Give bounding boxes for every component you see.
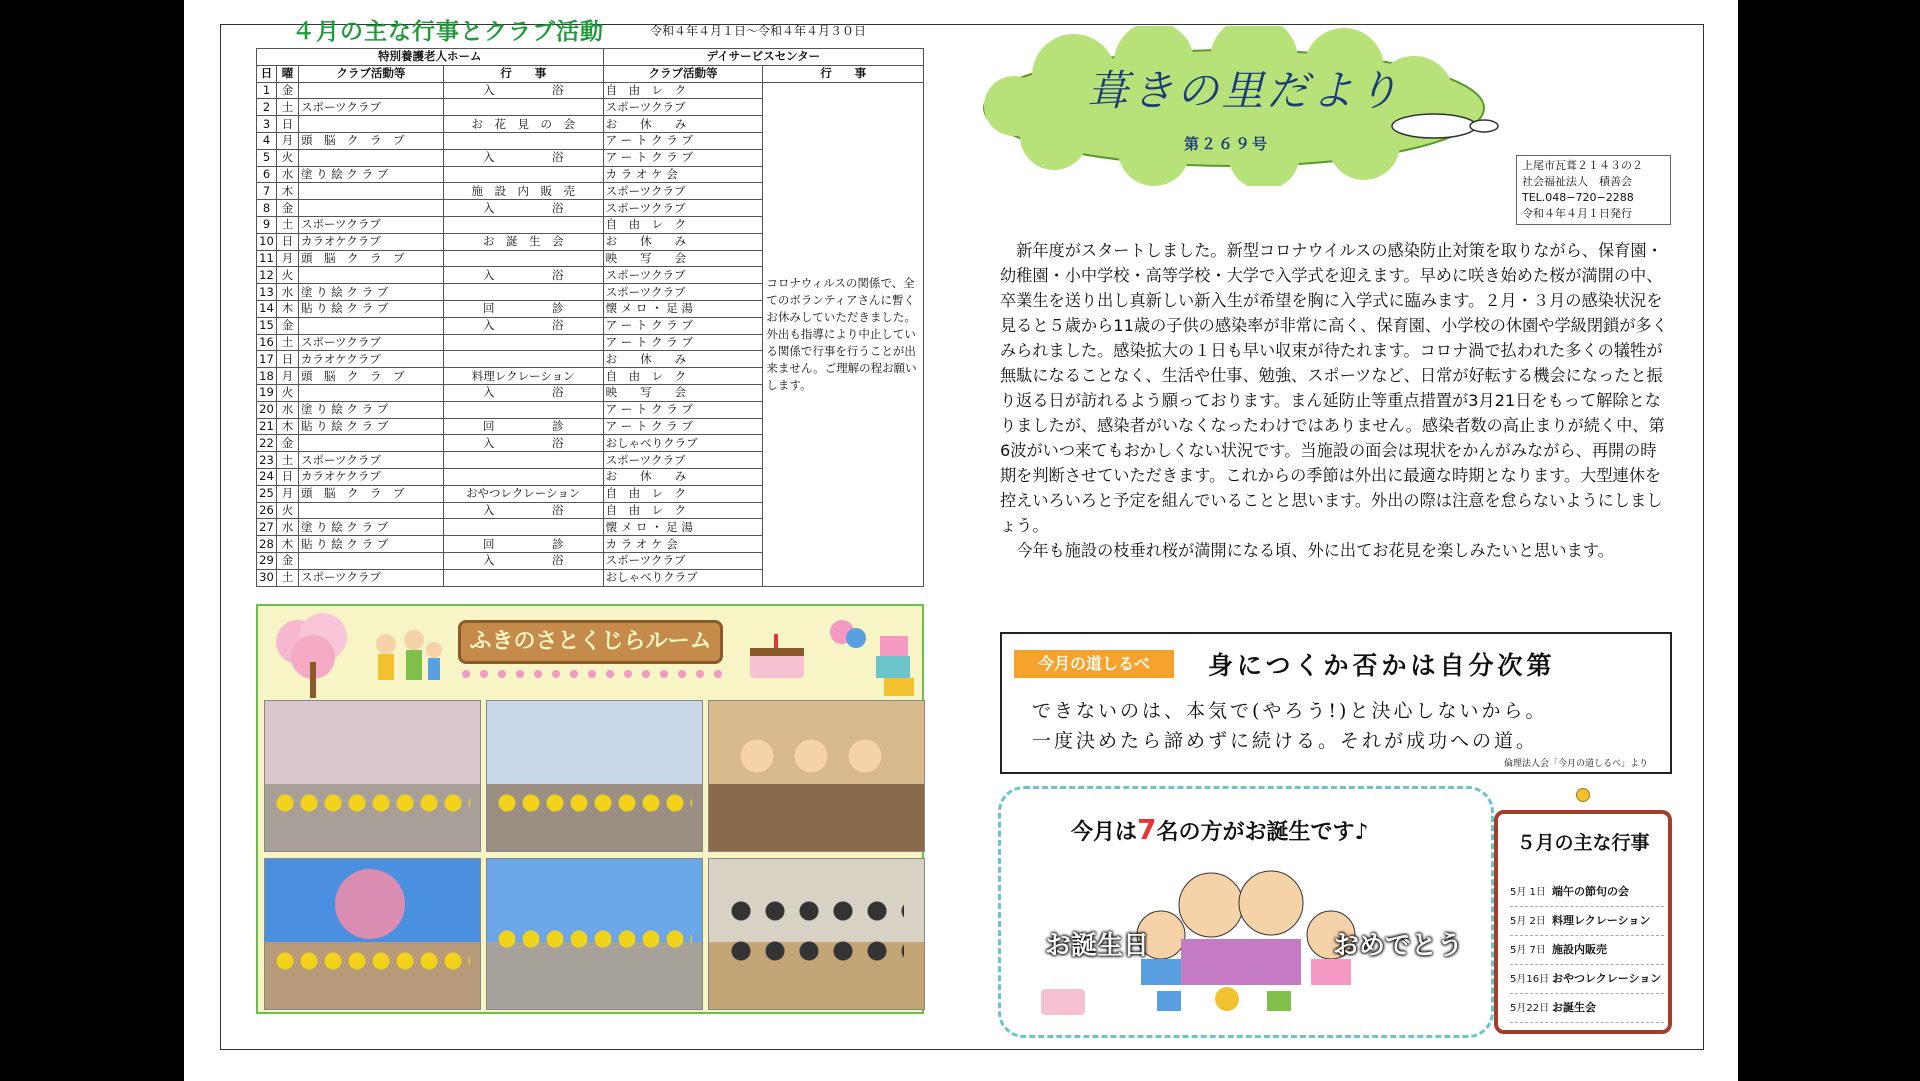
- weekday-cell: 水: [276, 284, 298, 301]
- weekday-cell: 月: [276, 250, 298, 267]
- day-cell: 29: [257, 552, 277, 569]
- weekday-cell: 水: [276, 401, 298, 418]
- day-club-cell: お 休 み: [603, 116, 763, 133]
- may-event-name: お誕生会: [1552, 1001, 1596, 1014]
- balloons-gifts-illustration: [824, 612, 916, 698]
- event-cell: 料理レクレーション: [443, 368, 603, 385]
- birthday-right-text: おめでとう: [1333, 931, 1464, 961]
- day-cell: 20: [257, 401, 277, 418]
- weekday-cell: 月: [276, 132, 298, 149]
- day-club-cell: 映 写 会: [603, 384, 763, 401]
- weekday-cell: 金: [276, 435, 298, 452]
- proverb-main: 身につくか否かは自分次第: [1208, 651, 1556, 680]
- day-cell: 1: [257, 82, 277, 99]
- weekday-cell: 日: [276, 233, 298, 250]
- birthday-left-text: お誕生日: [1045, 931, 1150, 961]
- proverb-line-1: できないのは、本気で(やろう!)と決心しないから。: [1032, 700, 1548, 722]
- day-club-cell: スポーツクラブ: [603, 552, 763, 569]
- cake-gifts-illustration: [1037, 979, 1337, 1019]
- issue-number: 第２６９号: [1184, 135, 1270, 153]
- day-cell: 18: [257, 368, 277, 385]
- weekday-cell: 金: [276, 317, 298, 334]
- day-club-cell: ア ー ト ク ラ ブ: [603, 317, 763, 334]
- club-cell: 貼 り 絵 ク ラ ブ: [298, 418, 443, 435]
- may-event-item: [1510, 994, 1664, 1023]
- event-cell: 入 浴: [443, 502, 603, 519]
- day-club-cell: お 休 み: [603, 351, 763, 368]
- birthday-suffix: 名の方がお誕生です♪: [1156, 820, 1369, 845]
- day-cell: 28: [257, 536, 277, 553]
- day-club-cell: 自 由 レ ク: [603, 485, 763, 502]
- weekday-cell: 日: [276, 468, 298, 485]
- club-cell: [298, 317, 443, 334]
- day-cell: 17: [257, 351, 277, 368]
- photo-yellow-hats: [486, 858, 703, 1010]
- club-cell: カラオケクラブ: [298, 468, 443, 485]
- weekday-cell: 金: [276, 82, 298, 99]
- club-cell: 貼 り 絵 ク ラ ブ: [298, 536, 443, 553]
- event-cell: [443, 569, 603, 586]
- may-event-item: [1510, 965, 1664, 994]
- day-club-cell: 自 由 レ ク: [603, 502, 763, 519]
- weekday-cell: 木: [276, 300, 298, 317]
- club-cell: 塗 り 絵 ク ラ ブ: [298, 401, 443, 418]
- event-cell: [443, 132, 603, 149]
- weekday-cell: 木: [276, 418, 298, 435]
- weekday-cell: 月: [276, 368, 298, 385]
- club-cell: 頭 脳 ク ラ ブ: [298, 485, 443, 502]
- day-club-cell: スポーツクラブ: [603, 99, 763, 116]
- day-club-cell: カ ラ オ ケ 会: [603, 166, 763, 183]
- day-club-cell: ア ー ト ク ラ ブ: [603, 149, 763, 166]
- club-cell: [298, 267, 443, 284]
- event-cell: 入 浴: [443, 82, 603, 99]
- kujira-room-title: ふきのさとくじらルーム: [458, 620, 723, 664]
- may-event-date: 5月 1日: [1510, 887, 1546, 898]
- greeting-paragraph-1: 新年度がスタートしました。新型コロナウイルスの感染防止対策を取りながら、保育園・幼稚園・小中学校・高等学校・大学で入学式を迎えます。早めに咲き始めた桜が満開の中、卒業生を送り出し真新しい新入生が希望を胸に入学式に臨みます。２月・３月の感染状況を見ると５歳から11歳の子供の感染率が非常に高く、保育園、小学校の休園や学級閉鎖が多くみられました。感染拡大の１日も早い収束が待たれます。コロナ渦で払われた多くの犠牲が無駄になることなく、生活や仕事、勉強、スポーツなど、日常が好転する機会になったと振り返る日が訪れるよう願っております。まん延防止等重点措置が3月21日をもって解除となりましたが、感染者がいなくなったわけではありません。感染者数の高止まりが続く中、第6波がいつ来てもおかしくない状況です。当施設の面会は現状をかんがみながら、再開の時期を判断させていただきます。これからの季節は外出に最適な時期となります。大型連休を控えいろいろと予定を組んでいることと思います。外出の際は注意を怠らないようにしましょう。: [1000, 241, 1668, 535]
- club-cell: 塗 り 絵 ク ラ ブ: [298, 284, 443, 301]
- event-cell: おやつレクレーション: [443, 485, 603, 502]
- may-events-panel: [1494, 810, 1672, 1034]
- day-club-cell: お 休 み: [603, 233, 763, 250]
- day-cell: 7: [257, 183, 277, 200]
- cherry-tree-illustration: [268, 612, 358, 700]
- day-group-header: デイサービスセンター: [603, 49, 923, 66]
- day-cell: 22: [257, 435, 277, 452]
- flower-garland: [458, 668, 728, 680]
- col-day-club: クラブ活動等: [603, 65, 763, 82]
- club-cell: [298, 82, 443, 99]
- day-club-cell: 懐 メ ロ ・ 足 湯: [603, 519, 763, 536]
- monthly-proverb: [1000, 632, 1672, 774]
- event-cell: 入 浴: [443, 149, 603, 166]
- club-cell: スポーツクラブ: [298, 452, 443, 469]
- photo-sakura-group: [264, 700, 481, 852]
- day-cell: 3: [257, 116, 277, 133]
- may-event-name: 料理レクレーション: [1552, 914, 1651, 927]
- club-cell: [298, 116, 443, 133]
- day-cell: 30: [257, 569, 277, 586]
- may-event-date: 5月 7日: [1510, 945, 1546, 956]
- day-cell: 24: [257, 468, 277, 485]
- event-cell: [443, 351, 603, 368]
- event-cell: [443, 216, 603, 233]
- may-event-item: [1510, 878, 1664, 907]
- weekday-cell: 日: [276, 116, 298, 133]
- event-cell: [443, 166, 603, 183]
- weekday-cell: 火: [276, 267, 298, 284]
- schedule-period: 令和４年４月１日〜令和４年４月３０日: [650, 24, 867, 38]
- club-cell: 頭 脳 ク ラ ブ: [298, 132, 443, 149]
- day-cell: 14: [257, 300, 277, 317]
- schedule-body: [257, 82, 924, 586]
- event-cell: お 誕 生 会: [443, 233, 603, 250]
- day-club-cell: スポーツクラブ: [603, 267, 763, 284]
- event-cell: 入 浴: [443, 267, 603, 284]
- day-club-cell: 自 由 レ ク: [603, 216, 763, 233]
- day-cell: 23: [257, 452, 277, 469]
- event-cell: お 花 見 の 会: [443, 116, 603, 133]
- day-cell: 25: [257, 485, 277, 502]
- club-cell: 塗 り 絵 ク ラ ブ: [298, 519, 443, 536]
- pin-icon: [1576, 788, 1590, 802]
- publisher-address: [1516, 155, 1671, 225]
- day-cell: 16: [257, 334, 277, 351]
- may-event-date: 5月22日: [1510, 1003, 1550, 1014]
- col-weekday: 曜: [276, 65, 298, 82]
- club-cell: カラオケクラブ: [298, 233, 443, 250]
- club-cell: 頭 脳 ク ラ ブ: [298, 250, 443, 267]
- day-cell: 2: [257, 99, 277, 116]
- event-cell: [443, 99, 603, 116]
- event-cell: 回 診: [443, 300, 603, 317]
- club-cell: カラオケクラブ: [298, 351, 443, 368]
- weekday-cell: 土: [276, 569, 298, 586]
- day-cell: 4: [257, 132, 277, 149]
- may-events-title: ５月の主な行事: [1516, 832, 1650, 854]
- photo-plum-blossom: [264, 858, 481, 1010]
- day-club-cell: 懐 メ ロ ・ 足 湯: [603, 300, 763, 317]
- weekday-cell: 金: [276, 200, 298, 217]
- event-cell: 入 浴: [443, 552, 603, 569]
- may-event-name: 端午の節句の会: [1552, 885, 1629, 898]
- photo-birthday-crowns: [708, 700, 925, 852]
- schedule-title: ４月の主な行事とクラブ活動: [292, 19, 604, 45]
- newsletter-sheet: [184, 0, 1738, 1081]
- birthday-count: 7: [1137, 813, 1157, 846]
- col-event: 行 事: [443, 65, 603, 82]
- birthday-title: [1071, 813, 1369, 846]
- publisher-line: 社会福祉法人 積善会: [1522, 175, 1632, 188]
- may-event-name: 施設内販売: [1552, 943, 1607, 956]
- day-club-cell: スポーツクラブ: [603, 200, 763, 217]
- club-cell: [298, 502, 443, 519]
- weekday-cell: 土: [276, 334, 298, 351]
- event-cell: [443, 519, 603, 536]
- club-cell: [298, 435, 443, 452]
- day-cell: 5: [257, 149, 277, 166]
- weekday-cell: 水: [276, 166, 298, 183]
- greeting-text: [1000, 238, 1672, 563]
- may-event-item: [1510, 936, 1664, 965]
- may-event-date: 5月 2日: [1510, 916, 1546, 927]
- phone-line: TEL.048−720−2288: [1522, 191, 1634, 204]
- weekday-cell: 木: [276, 536, 298, 553]
- event-cell: 入 浴: [443, 435, 603, 452]
- elderly-family-illustration: [1121, 855, 1371, 985]
- weekday-cell: 火: [276, 149, 298, 166]
- volunteer-note: コロナウィルスの関係で、全てのボランティアさんに暫くお休みしていただきました。外出も指導により中止している関係で行事を行うことが出来ません。ご理解の程お願いします。: [763, 82, 924, 586]
- club-cell: スポーツクラブ: [298, 216, 443, 233]
- schedule-row: [257, 82, 924, 99]
- birthday-panel: [998, 786, 1494, 1038]
- day-club-cell: お 休 み: [603, 468, 763, 485]
- event-cell: 入 浴: [443, 200, 603, 217]
- club-cell: [298, 183, 443, 200]
- may-event-name: おやつレクレーション: [1552, 972, 1662, 985]
- day-club-cell: ア ー ト ク ラ ブ: [603, 132, 763, 149]
- birthday-prefix: 今月は: [1071, 820, 1138, 845]
- day-club-cell: ア ー ト ク ラ ブ: [603, 418, 763, 435]
- weekday-cell: 日: [276, 351, 298, 368]
- day-cell: 21: [257, 418, 277, 435]
- weekday-cell: 火: [276, 384, 298, 401]
- day-cell: 8: [257, 200, 277, 217]
- may-events-list: [1510, 878, 1664, 1023]
- event-cell: [443, 334, 603, 351]
- weekday-cell: 土: [276, 216, 298, 233]
- club-cell: 頭 脳 ク ラ ブ: [298, 368, 443, 385]
- club-cell: スポーツクラブ: [298, 569, 443, 586]
- day-club-cell: スポーツクラブ: [603, 183, 763, 200]
- day-club-cell: カ ラ オ ケ 会: [603, 536, 763, 553]
- club-cell: [298, 552, 443, 569]
- publish-date: 令和４年４月１日発行: [1522, 207, 1632, 220]
- day-cell: 11: [257, 250, 277, 267]
- day-cell: 13: [257, 284, 277, 301]
- club-cell: 塗 り 絵 ク ラ ブ: [298, 166, 443, 183]
- event-cell: 入 浴: [443, 384, 603, 401]
- club-cell: [298, 200, 443, 217]
- day-cell: 19: [257, 384, 277, 401]
- weekday-cell: 土: [276, 452, 298, 469]
- day-club-cell: ア ー ト ク ラ ブ: [603, 401, 763, 418]
- proverb-source: 倫理法人会「今月の道しるべ」より: [1503, 759, 1648, 769]
- event-cell: 入 浴: [443, 317, 603, 334]
- newsletter-title: 葺きの里だより: [1086, 66, 1402, 115]
- event-cell: 回 診: [443, 418, 603, 435]
- weekday-cell: 月: [276, 485, 298, 502]
- club-cell: [298, 149, 443, 166]
- day-club-cell: 自 由 レ ク: [603, 368, 763, 385]
- day-cell: 10: [257, 233, 277, 250]
- day-club-cell: スポーツクラブ: [603, 284, 763, 301]
- event-cell: [443, 452, 603, 469]
- day-cell: 27: [257, 519, 277, 536]
- weekday-cell: 金: [276, 552, 298, 569]
- proverb-line-2: 一度決めたら諦めずに続ける。それが成功への道。: [1032, 730, 1539, 752]
- col-club: クラブ活動等: [298, 65, 443, 82]
- weekday-cell: 水: [276, 519, 298, 536]
- club-cell: スポーツクラブ: [298, 334, 443, 351]
- col-day-event: 行 事: [763, 65, 924, 82]
- day-cell: 9: [257, 216, 277, 233]
- weekday-cell: 土: [276, 99, 298, 116]
- club-cell: スポーツクラブ: [298, 99, 443, 116]
- weekday-cell: 木: [276, 183, 298, 200]
- schedule-table: [256, 48, 924, 587]
- greeting-paragraph-2: 今年も施設の枝垂れ桜が満開になる頃、外に出てお花見を楽しみたいと思います。: [1016, 541, 1614, 560]
- proverb-tag: 今月の道しるべ: [1014, 650, 1174, 678]
- club-cell: [298, 384, 443, 401]
- day-club-cell: 自 由 レ ク: [603, 82, 763, 99]
- may-event-item: [1510, 907, 1664, 936]
- address-line: 上尾市瓦葺２１４３の２: [1522, 159, 1643, 172]
- kujira-room-panel: [256, 604, 924, 1014]
- photo-park-group: [486, 700, 703, 852]
- day-club-cell: ア ー ト ク ラ ブ: [603, 334, 763, 351]
- birthday-cake-illustration: [744, 624, 810, 684]
- may-event-date: 5月16日: [1510, 974, 1550, 985]
- weekday-cell: 火: [276, 502, 298, 519]
- day-club-cell: 映 写 会: [603, 250, 763, 267]
- event-cell: [443, 468, 603, 485]
- event-cell: 回 診: [443, 536, 603, 553]
- event-cell: [443, 284, 603, 301]
- photo-classroom: [708, 858, 925, 1010]
- day-cell: 12: [257, 267, 277, 284]
- club-cell: 貼 り 絵 ク ラ ブ: [298, 300, 443, 317]
- day-club-cell: おしゃべりクラブ: [603, 435, 763, 452]
- day-cell: 15: [257, 317, 277, 334]
- col-day: 日: [257, 65, 277, 82]
- day-club-cell: スポーツクラブ: [603, 452, 763, 469]
- event-cell: [443, 401, 603, 418]
- day-club-cell: おしゃべりクラブ: [603, 569, 763, 586]
- event-cell: 施 設 内 販 売: [443, 183, 603, 200]
- event-cell: [443, 250, 603, 267]
- children-illustration: [366, 626, 446, 696]
- day-cell: 26: [257, 502, 277, 519]
- day-cell: 6: [257, 166, 277, 183]
- home-group-header: 特別養護老人ホーム: [257, 49, 604, 66]
